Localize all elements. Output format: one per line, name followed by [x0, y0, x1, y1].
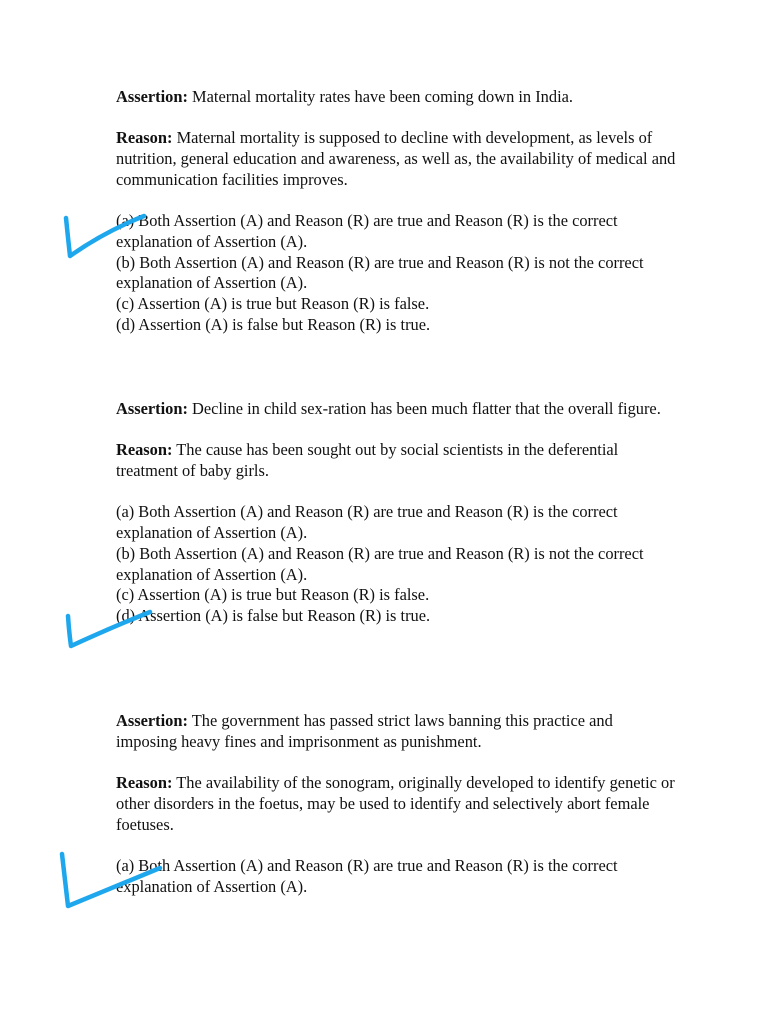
reason-label: Reason: — [116, 440, 173, 460]
reason-text: The availability of the sonogram, originally developed to identify genetic or other disorders in the foetus, may be used to identify and selectively abort female foetuses. — [116, 773, 675, 834]
reason-2 — [116, 440, 676, 481]
question-2 — [116, 399, 676, 627]
option-d: (d) Assertion (A) is false but Reason (R) is true. — [116, 314, 431, 334]
reason-text: Maternal mortality is supposed to decline with development, as levels of nutrition, general education and awareness, as well as, the availability of medical and communication facilities improves. — [116, 128, 676, 189]
option-a: (a) Both Assertion (A) and Reason (R) are true and Reason (R) is the correct explanation of Assertion (A). — [116, 502, 618, 543]
question-3 — [116, 711, 676, 897]
assertion-label: Assertion: — [116, 399, 188, 418]
assertion-text: The government has passed strict laws banning this practice and imposing heavy fines and imprisonment as punishment. — [116, 711, 613, 751]
option-c: (c) Assertion (A) is true but Reason (R) is false. — [116, 294, 430, 313]
option-d: (d) Assertion (A) is false but Reason (R) is true. — [116, 606, 431, 625]
assertion-2 — [116, 399, 676, 420]
assertion-label: Assertion: — [116, 87, 188, 106]
assertion-text: Decline in child sex-ration has been much flatter that the overall figure. — [187, 399, 661, 418]
option-a: (a) Both Assertion (A) and Reason (R) are true and Reason (R) is the correct explanation of Assertion (A). — [116, 855, 618, 896]
option-b: (b) Both Assertion (A) and Reason (R) are true and Reason (R) is not the correct explanation of Assertion (A). — [116, 252, 644, 293]
reason-1 — [116, 128, 676, 190]
reason-label: Reason: — [116, 128, 173, 148]
option-c: (c) Assertion (A) is true but Reason (R) is false. — [116, 585, 430, 605]
question-1 — [116, 87, 676, 335]
assertion-text: Maternal mortality rates have been coming down in India. — [187, 87, 573, 106]
option-b: (b) Both Assertion (A) and Reason (R) are true and Reason (R) is not the correct explanation of Assertion (A). — [116, 543, 644, 584]
reason-label: Reason: — [116, 773, 173, 793]
reason-3 — [116, 773, 676, 835]
option-a: (a) Both Assertion (A) and Reason (R) are true and Reason (R) is the correct explanation of Assertion (A). — [116, 211, 618, 251]
reason-text: The cause has been sought out by social scientists in the deferential treatment of baby girls. — [116, 440, 619, 481]
assertion-1 — [116, 87, 676, 108]
assertion-3 — [116, 711, 676, 752]
assertion-label: Assertion: — [116, 711, 188, 730]
